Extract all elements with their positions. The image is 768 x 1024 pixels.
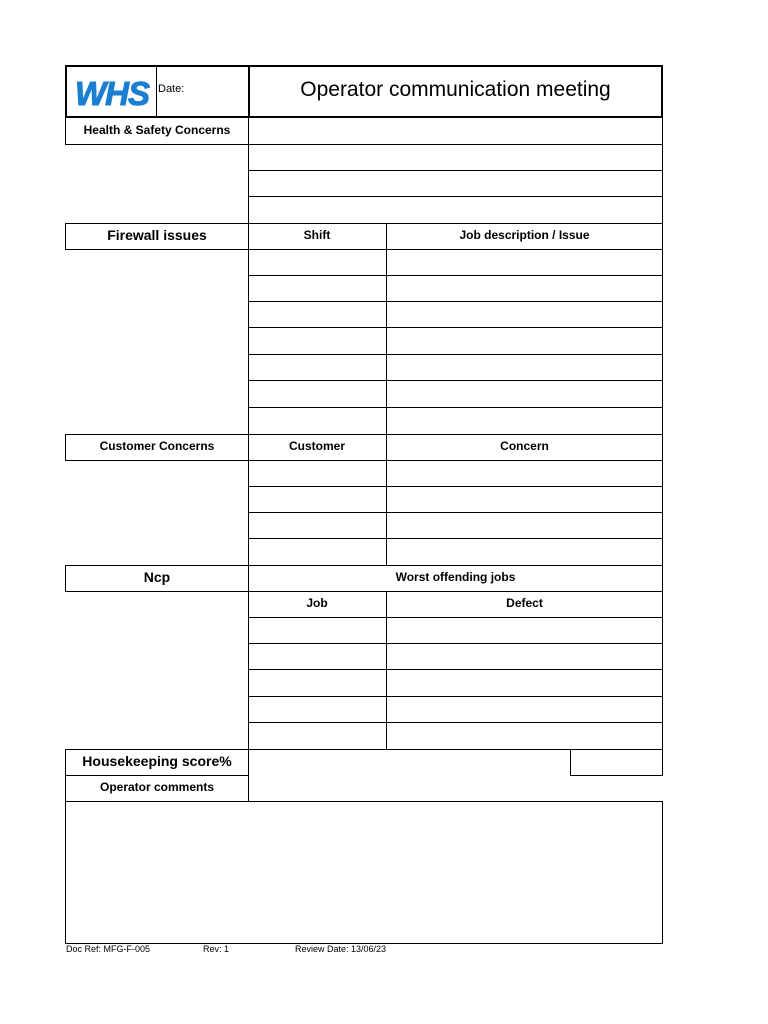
whs-logo — [73, 73, 153, 113]
footer-review-date: Review Date: 13/06/23 — [295, 944, 387, 954]
ncp-row-line — [248, 643, 663, 644]
customer-col-customer: Customer — [288, 439, 345, 453]
firewall-row-line — [248, 275, 663, 276]
hs-entry-field[interactable] — [250, 146, 661, 169]
customer-table — [248, 434, 663, 566]
page-title: Operator communication meeting — [300, 78, 611, 101]
hs-entry-field[interactable] — [250, 172, 661, 195]
customer-row-line — [248, 460, 663, 461]
customer-row-line — [248, 512, 663, 513]
worst-jobs-header: Worst offending jobs — [395, 570, 516, 584]
hs-row-line — [248, 170, 663, 171]
firewall-row-line — [248, 407, 663, 408]
whs-logo-text: WHS — [75, 75, 149, 112]
firewall-col-job: Job description / Issue — [459, 228, 590, 242]
firewall-row-line — [248, 301, 663, 302]
footer-doc-ref: Doc Ref: MFG-F-005 — [66, 944, 151, 954]
firewall-row-line — [248, 249, 663, 250]
ncp-row-line — [248, 669, 663, 670]
ncp-row-line — [248, 617, 663, 618]
firewall-col-shift: Shift — [303, 228, 331, 242]
housekeeping-top-line — [248, 749, 663, 750]
customer-concerns-label: Customer Concerns — [99, 439, 215, 453]
ncp-row-line — [248, 591, 663, 592]
customer-row-line — [248, 538, 663, 539]
firewall-row-line — [248, 327, 663, 328]
housekeeping-score-field[interactable] — [570, 749, 663, 776]
ncp-label: Ncp — [143, 569, 171, 585]
firewall-label: Firewall issues — [107, 227, 207, 243]
housekeeping-label: Housekeeping score% — [82, 753, 232, 769]
date-label: Date: — [158, 83, 185, 95]
firewall-row-line — [248, 380, 663, 381]
ncp-row-line — [248, 722, 663, 723]
hs-entry-field[interactable] — [250, 198, 661, 222]
ncp-row-line — [248, 696, 663, 697]
customer-col-divider — [386, 434, 387, 566]
operator-comments-field[interactable] — [65, 801, 663, 944]
hs-row-line — [248, 196, 663, 197]
customer-col-concern: Concern — [500, 439, 549, 453]
firewall-table — [248, 223, 663, 435]
customer-row-line — [248, 486, 663, 487]
ncp-col-job: Job — [306, 596, 328, 610]
hs-row-line — [248, 144, 663, 145]
footer-rev: Rev: 1 — [203, 944, 230, 954]
ncp-col-defect: Defect — [506, 596, 543, 610]
firewall-col-divider — [386, 223, 387, 435]
health-safety-label: Health & Safety Concerns — [83, 123, 231, 137]
firewall-row-line — [248, 354, 663, 355]
header-logo-cell — [65, 65, 157, 118]
ncp-col-divider — [386, 591, 387, 750]
operator-comments-label: Operator comments — [99, 780, 215, 794]
